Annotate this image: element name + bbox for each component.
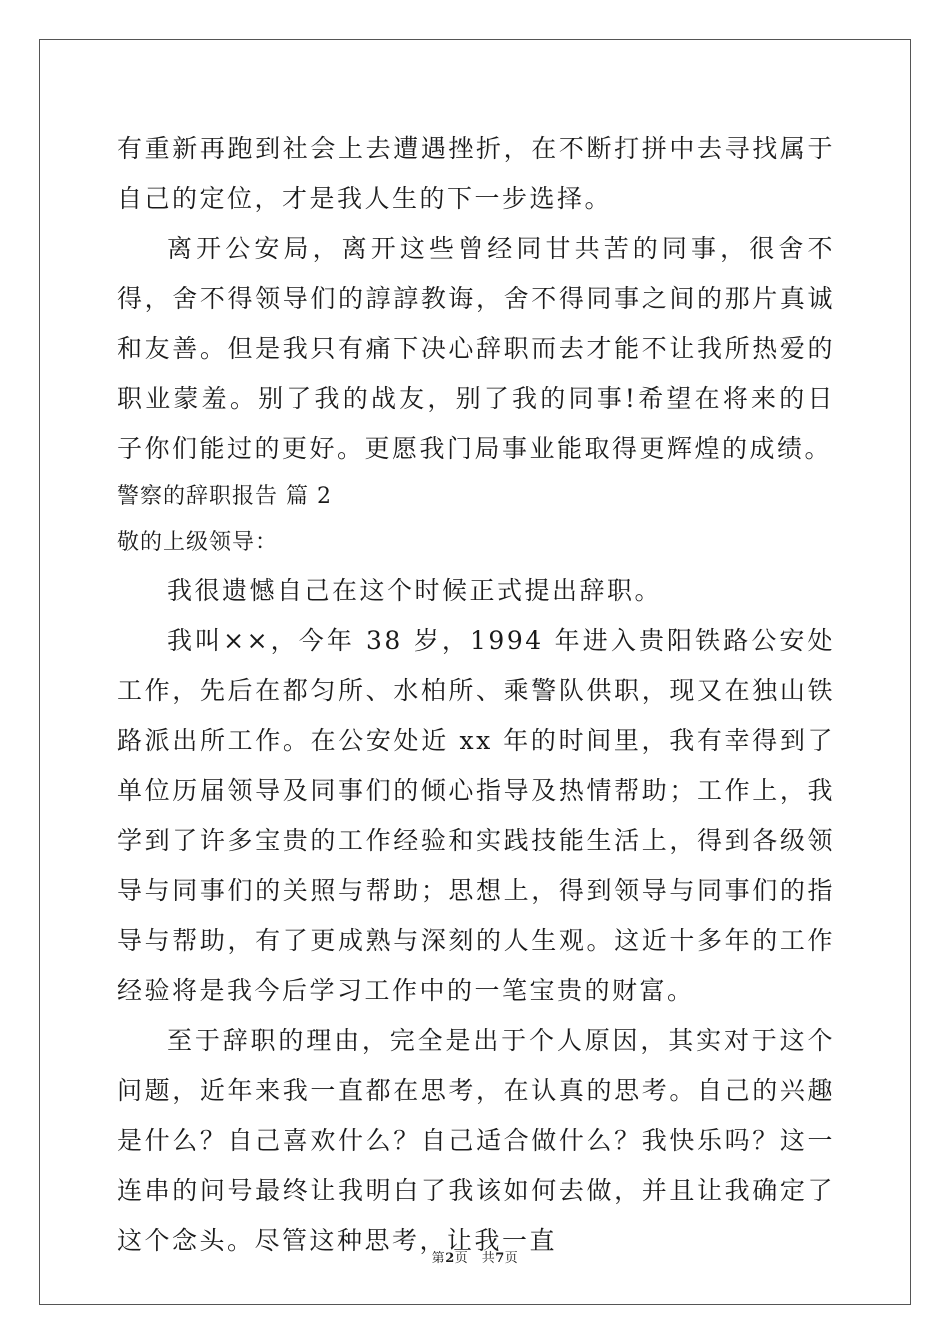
- paragraph: 有重新再跑到社会上去遭遇挫折，在不断打拼中去寻找属于自己的定位，才是我人生的下一步选择。: [117, 134, 835, 213]
- paragraph: 我叫××，今年 38 岁，1994 年进入贵阳铁路公安处工作，先后在都匀所、水柏所、乘警队供职，现又在独山铁路派出所工作。在公安处近 xx 年的时间里，我有幸得到了单位历届领导及同事们的倾心指导及热情帮助；工作上，我学到了许多宝贵的工作经验和实践技能生活上，得到各级领导与同事们的关照与帮助；思想上，得到领导与同事们的指导与帮助，有了更成熟与深刻的人生观。这近十多年的工作经验将是我今后学习工作中的一笔宝贵的财富。: [117, 626, 835, 1005]
- paragraph: 至于辞职的理由，完全是出于个人原因，其实对于这个问题，近年来我一直都在思考，在认真的思考。自己的兴趣是什么？自己喜欢什么？自己适合做什么？我快乐吗？这一连串的问号最终让我明白了我该如何去做，并且让我确定了这个念头。尽管这种思考，让我一直: [117, 1026, 835, 1255]
- current-page: 2: [445, 1251, 455, 1266]
- total-pages: 7: [495, 1251, 505, 1266]
- paragraph: 我很遗憾自己在这个时候正式提出辞职。: [167, 576, 663, 605]
- paragraph: 离开公安局，离开这些曾经同甘共苦的同事，很舍不得，舍不得领导们的諄諄教诲，舍不得同事之间的那片真诚和友善。但是我只有痛下决心辞职而去才能不让我所热爱的职业蒙羞。别了我的战友，别了我的同事!希望在将来的日子你们能过的更好。更愿我门局事业能取得更辉煌的成绩。: [117, 234, 835, 463]
- salutation: 敬的上级领导：: [117, 530, 279, 555]
- page-suffix: 页: [504, 1251, 519, 1266]
- document-body: [117, 124, 835, 1266]
- page-prefix: 第: [431, 1251, 446, 1266]
- section-heading: 警察的辞职报告 篇 2: [117, 484, 332, 509]
- page-number: [0, 1247, 950, 1266]
- page-mid: 页 共: [454, 1251, 496, 1266]
